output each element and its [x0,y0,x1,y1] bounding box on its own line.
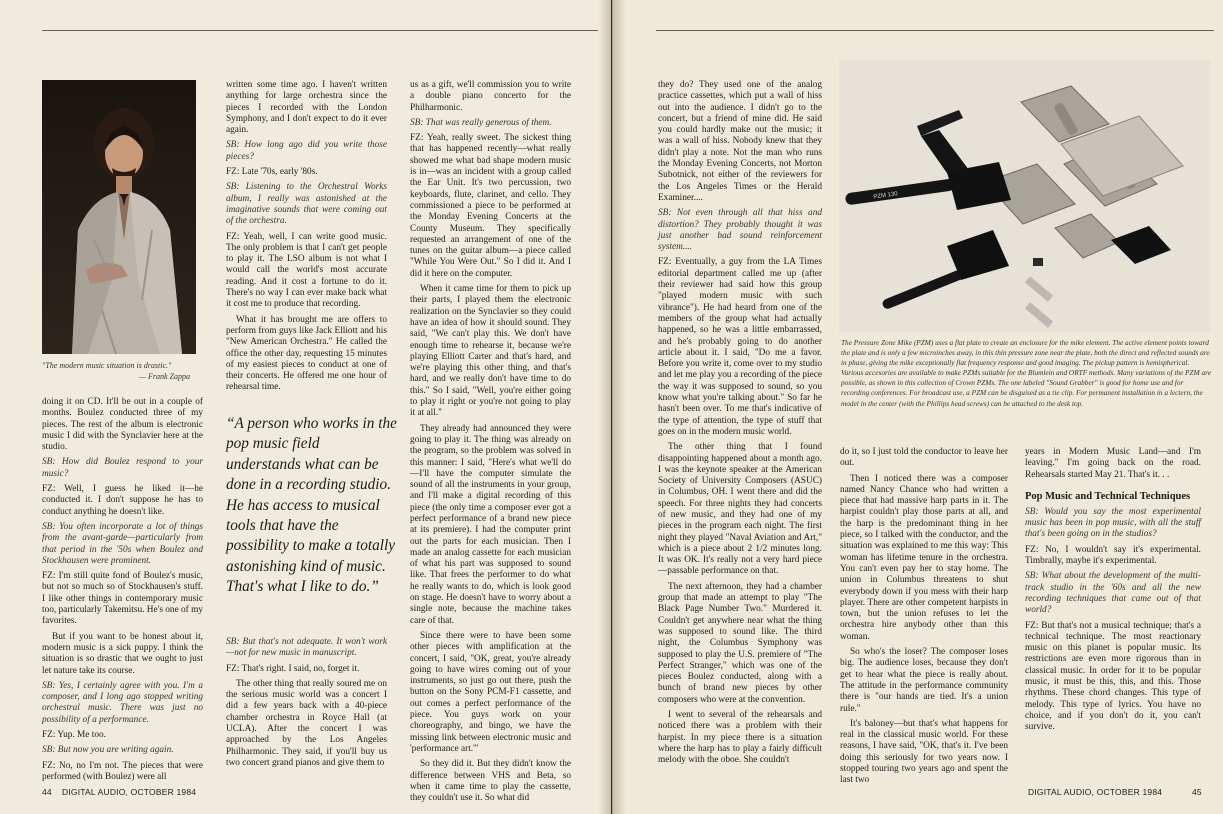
paragraph: us as a gift, we'll commission you to write a double piano concerto for the Philharmonic. [410,80,571,113]
right-column-3-top [1025,447,1201,481]
left-column-2-continued [226,637,387,777]
mike-label: PZM 130 [873,191,899,201]
paragraph: When it came time for them to pick up their parts, I played them the electronic realization on the Synclavier so they could have an idea of how it should sound. They said, "We can't play this. We don't have enough time to rehearse it, because we're playing Elliott Carter and that's hard, and we're playing this other thing, and that's hard, and we really don't have time to do this." So I said, "Well, you're either going to play it right or you're not going to play it at all." [410,284,571,419]
right-column-2 [840,447,1008,786]
top-rule [42,30,598,31]
paragraph: written some time ago. I haven't written anything for large orchestra since the pieces I recorded with the London Symphony, and I don't expect to do it ever again. [226,80,387,136]
mike-photo-caption: The Pressure Zone Mike (PZM) uses a flat plate to create an enclosure for the mike element. The active element points toward the plate and is only a few microinches away, in this thin pressure zone near the plate, both the direct and reflected sounds are in phase, giving the mike exceptionally flat frequency response and good imaging. The pickup pattern is hemispherical. Various accesories are available to make PZMs suitable for the Blumlein and ORTF methods. Many variations of the PZM are possible, as shown in this collection of Crown PZMs. The one labeled "Sound Grabber" is good for home use and for recording conferences. For broadcast use, a PZM can be disguised as a tie clip. For permanent installation in a lectern, the model in the center (with the Phillips head screws) can be attached to the desk top. [841,338,1211,408]
paragraph: But if you want to be honest about it, modern music is a sick puppy. I think the situation is so drastic that we ought to just let nature take its course. [42,631,203,676]
paragraph: The next afternoon, they had a chamber group that made an attempt to play "The Black Page Number Two." Murdered it. Couldn't get anywhere near what the thing was supposed to sound like. The third night, the Columbus Symphony was supposed to play the U.S. premiere of "The Perfect Stranger," which was one of the pieces Boulez conducted, along with a bunch of brand new pieces by other composers who were at the convention. [658,581,822,705]
frank-zappa-photo [42,80,196,354]
paragraph: SB: Not even through all that hiss and distortion? They probably thought it was just another bad sound reinforcement system.... [658,208,822,253]
right-column-3-bottom [1025,507,1201,734]
paragraph: I went to several of the rehearsals and noticed there was a problem with their harpist. In my piece there is a situation where the harp has to play a fairly difficult melody with the oboe. She couldn't [658,710,822,766]
paragraph: So they did it. But they didn't know the difference between VHS and Beta, so when it came time to play the cassette, they couldn't use it. So what did [410,759,571,804]
paragraph: What it has brought me are offers to perform from guys like Jack Elliott and his "New American Orchestra." He called the office the other day, requesting 15 minutes of my easiest pieces to conduct at one of their concerts. He offered me one hour of rehearsal time. [226,314,387,393]
paragraph: SB: How did Boulez respond to your music? [42,457,203,479]
left-column-1 [42,397,203,782]
paragraph: FZ: Yeah, well, I can write good music. The only problem is that I can't get people to play it. The LSO album is not what I would call the world's most accurate reading. And it cost a fortune to do it. There's no way I can ever make back what it cost me to produce that recording. [226,231,387,310]
paragraph: FZ: Yeah, really sweet. The sickest thing that has happened recently—what really showed me what bad shape modern music is in—was an incident with a group called the Ear Unit. It's two percussion, two keyboards, flute, clarinet, and cello. They commissioned a piece to be performed at the Monday Evening Concerts at the County Museum. They specifically requested an arrangement of one of the tunes on the guitar album—a piece called "While You Were Out." So I did it. And I did it here on the computer. [410,133,571,279]
paragraph: FZ: Yup. Me too. [42,730,106,741]
paragraph: years in Modern Music Land—and I'm leaving." I'm going back on the road. Rehearsals started May 21. That's it. . . [1025,447,1201,480]
right-column-3 [1025,447,1201,777]
page-left [0,0,611,814]
pull-quote: “A person who works in the pop music field understands what can be done in a recording studio. He has access to musical tools that have the possibility to make a totally astonishing kind of music. That's what I like to do.” [226,415,397,596]
paragraph: FZ: No, no I'm not. The pieces that were performed (with Boulez) were all [42,760,203,782]
paragraph: It's baloney—but that's what happens for real in the classical music world. For these reasons, I have said, "OK, that's it. I've been doing this seriously for two years now. I stopped touring two years ago and spent the last two [840,718,1008,786]
paragraph: The other thing that I found disappointing happened about a month ago. I was the keynote speaker at the American Society of University Composers (ASUC) in Columbus, OH. I went there and did the speech. For three nights they had concerts of new music, and they had one of my pieces in the program each night. The first night they played "Naval Aviation and Art," which is a piece about 2 1/2 minutes long. It was OK. It's really not a very hard piece—passable performance on that. [658,442,822,577]
page-folio-44: 44 [42,787,52,797]
paragraph: So who's the loser? The composer loses big. The audience loses, because they don't get to hear what the piece is really about. The attitude in the performance community there is "our hands are tied. It's a union rule." [840,647,1008,714]
paragraph: FZ: But that's not a musical technique; that's a technical technique. The most reactionary music on this planet is popular music. Its restrictions are even more rigorous than in classical music. In order for it to be popular music, it must be this, this, and this. Those rhythms. These chord changes. This type of melody. This type of lyrics. You have no choice, and if you don't do it, you can't survive. [1025,620,1201,733]
paragraph: FZ: Eventually, a guy from the LA Times editorial department called me up (after their reviewer had said how this group "played modern music with such vibrance"). He had heard from one of the members of the group what had actually happened, so he was a little embarrassed, and he's probably going to do another article about it. I said, "Do me a favor. Before you write it, come over to my studio and let me play you a recording of the piece the way it was supposed to sound, so you know what you're talking about." So far he hasn't been over. To me that's indicative of the type of attention, the type of stuff that goes on in the modern music world. [658,257,822,437]
paragraph: SB: But that's not adequate. It won't work—not for new music in manuscript. [226,637,387,659]
paragraph: SB: You often incorporate a lot of things from the avant-garde—particularly from that period in the '50s when Boulez and Stockhausen were prominent. [42,521,203,566]
paragraph: SB: That was really generous of them. [410,117,552,128]
page-folio-45: 45 [1192,787,1202,797]
footer-right: DIGITAL AUDIO, OCTOBER 1984 [1028,787,1163,797]
paragraph: FZ: Late '70s, early '80s. [226,167,318,178]
paragraph: They already had announced they were going to play it. The thing was already on the program, so the problem was solved in this manner: I said, "Here's what we'll do—I'll have the computer simulate the sound of all the instruments in your group, and I'll make a digital recording of this piece (the only time a composer ever got a perfect performance of a brand new piece at its premiere). I had the computer print out the parts for each musician. Then I made an analog cassette for each musician of what his part was supposed to sound like. That frees the performer to do what he really wants to do, which is look good on stage. He doesn't have to worry about a single note, because the machine takes care of that. [410,423,571,626]
paragraph: FZ: No, I wouldn't say it's experimental. Timbrally, maybe it's experimental. [1025,544,1201,567]
photo-quote: "The modern music situation is drastic." [42,361,172,370]
paragraph: SB: Would you say the most experimental music has been in pop music, with all the stuff that's been going on in the studios? [1025,506,1201,540]
paragraph: SB: How long ago did you write those pieces? [226,140,387,162]
footer-left: DIGITAL AUDIO, OCTOBER 1984 [62,787,197,797]
paragraph: SB: Yes, I certainly agree with you. I'm a composer, and I long ago stopped writing orchestral music. There was just no possibility of a performance. [42,680,203,725]
paragraph: FZ: I'm still quite fond of Boulez's music, but not so much so of Stockhausen's stuff. I like other things in contemporary music too, particularly Takemitsu. He's one of my favorites. [42,571,203,627]
left-column-2 [226,80,387,393]
photo-caption [42,361,196,382]
paragraph: do it, so I just told the conductor to leave her out. [840,447,1008,469]
photo-credit: — Frank Zappa [138,371,190,381]
pzm-microphones-photo [839,60,1211,332]
paragraph: they do? They used one of the analog practice cassettes, which put a wall of hiss out into the audience. I didn't go to the concert, but a friend of mine did. He said you could hardly make out the music; it was a wall of hiss. Nobody knew that they didn't play a note. Not the man who runs the Monday Evening Concerts, not Morton Subotnick, not either of the reviewers for the Los Angeles Times or the Herald Examiner.... [658,80,822,203]
paragraph: The other thing that really soured me on the serious music world was a concert I did a few years back with a 40-piece chamber orchestra in Royce Hall (at UCLA). After the concert I was approached by the Los Angeles Philharmonic. They said, if you'll buy us two concert grand pianos and give them to [226,678,387,768]
paragraph: SB: Listening to the Orchestral Works album, I really was astonished at the imaginative sounds that were coming out of the orchestra. [226,182,387,227]
left-column-3 [410,80,571,804]
top-rule-right [656,30,1214,31]
right-column-1 [658,80,822,780]
paragraph: SB: But now you are writing again. [42,745,174,756]
paragraph: Then I noticed there was a composer named Nancy Chance who had written a piece that had massive harp parts in it. The harpist couldn't play those parts at all, and the harp is the predominant thing in her piece, so I talked with the conductor, and the situation was explained to me this way: This woman has lifetime tenure in the orchestra. You can't even pay her to stay home. The union in Columbus threatens to shut everybody down if you mess with their harp player. There are other competent harpists in town, but the union refuses to let the orchestra hire anybody other than this woman. [840,473,1008,642]
paragraph: FZ: Well, I guess he liked it—he conducted it. I don't suppose he has to conduct anything he doesn't like. [42,484,203,517]
paragraph: FZ: That's right. I said, no, forget it. [226,663,360,674]
section-title: Pop Music and Technical Techniques [1025,490,1191,502]
paragraph: Since there were to have been some other pieces with amplification at the concert, I said, "OK, great, you're already going to have wires coming out of your instruments, so just go out there, push the button on the Sony PCM-F1 cassette, and out comes a perfect performance of the piece. You guys work on your choreography, and bingo, we have the missing link between electronic music and 'performance art.'" [410,630,571,754]
paragraph: doing it on CD. It'll be out in a couple of months. Boulez conducted three of my pieces. The rest of the album is electronic music I did with the Synclavier here at the studio. [42,397,203,453]
paragraph: SB: What about the development of the multi-track studio in the '60s and all the new recording techniques that came out of that world? [1025,571,1201,616]
